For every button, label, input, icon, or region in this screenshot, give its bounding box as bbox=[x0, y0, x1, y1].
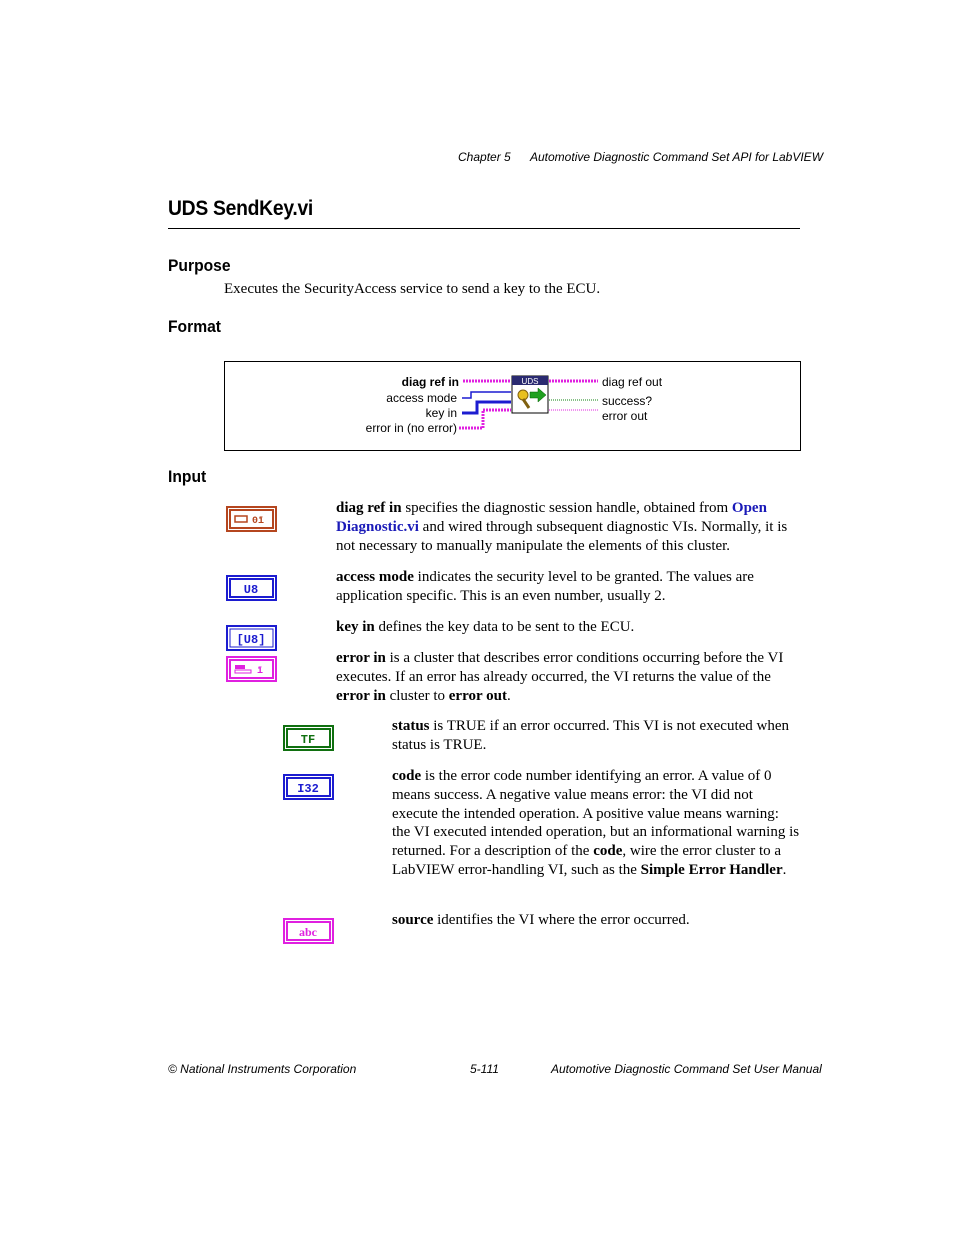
svg-text:TF: TF bbox=[300, 733, 316, 747]
terminal-error-out: error out bbox=[602, 409, 648, 423]
error-cluster-icon bbox=[226, 656, 277, 682]
param-name: status bbox=[392, 718, 430, 734]
terminal-success: success? bbox=[602, 394, 653, 408]
terminal-error-in: error in (no error) bbox=[365, 421, 457, 435]
uds-sendkey-vi-icon bbox=[512, 376, 548, 413]
param-name: error in bbox=[336, 650, 386, 666]
input-heading: Input bbox=[168, 467, 207, 486]
u8-icon bbox=[226, 575, 277, 601]
terminal-access-mode: access mode bbox=[386, 391, 457, 405]
footer-manual-title: Automotive Diagnostic Command Set User Manual bbox=[551, 1062, 822, 1076]
param-name: key in bbox=[336, 619, 375, 635]
vi-icon-label: UDS bbox=[521, 377, 539, 386]
vi-connector-diagram bbox=[225, 362, 800, 450]
desc-source: source identifies the VI where the error occurred. bbox=[392, 912, 690, 928]
desc-status: status is TRUE if an error occurred. This VI is not executed when status is TRUE. bbox=[392, 718, 790, 753]
desc-error-in: error in is a cluster that describes error conditions occurring before the VI executes. If an error has already occurred, the VI returns the value of the error in cluster to error out. bbox=[336, 650, 784, 704]
svg-text:abc: abc bbox=[299, 925, 317, 939]
header-chapter: Chapter 5 bbox=[458, 150, 511, 164]
purpose-text: Executes the SecurityAccess service to send a key to the ECU. bbox=[224, 281, 601, 297]
terminal-diag-ref-in: diag ref in bbox=[401, 375, 459, 389]
cluster-icon bbox=[226, 506, 277, 532]
input-wires bbox=[459, 381, 511, 428]
param-name: source bbox=[392, 912, 434, 928]
svg-text:[U8]: [U8] bbox=[236, 633, 266, 647]
format-heading: Format bbox=[168, 317, 222, 336]
u8-array-icon bbox=[226, 625, 277, 651]
output-wires bbox=[549, 381, 598, 410]
param-name: diag ref in bbox=[336, 500, 402, 516]
terminal-diag-ref-out: diag ref out bbox=[602, 375, 663, 389]
header-title: Automotive Diagnostic Command Set API for LabVIEW bbox=[530, 150, 824, 164]
param-name: code bbox=[392, 768, 422, 784]
svg-text:0ī: 0ī bbox=[251, 516, 265, 527]
svg-text:I32: I32 bbox=[297, 782, 319, 796]
tf-icon bbox=[283, 725, 334, 751]
desc-diag-ref-in: diag ref in specifies the diagnostic session handle, obtained from Open Diagnostic.vi and wired through subsequent diagnostic VIs. Normally, it is not necessary to manually manipulate the elements of this cluster. bbox=[336, 500, 788, 554]
svg-text:ī: ī bbox=[256, 666, 264, 677]
title-rule bbox=[168, 228, 800, 229]
terminal-key-in: key in bbox=[425, 406, 457, 420]
open-diagnostic-link[interactable]: Open Diagnostic.vi bbox=[336, 500, 767, 535]
param-name: access mode bbox=[336, 569, 414, 585]
purpose-heading: Purpose bbox=[168, 256, 231, 275]
i32-icon bbox=[283, 774, 334, 800]
desc-access-mode: access mode indicates the security level to be granted. The values are application specific. This is an even number, usually 2. bbox=[336, 569, 754, 604]
desc-key-in: key in defines the key data to be sent to the ECU. bbox=[336, 619, 635, 635]
page-title: UDS SendKey.vi bbox=[168, 197, 314, 220]
abc-icon bbox=[283, 918, 334, 944]
desc-code: code is the error code number identifying an error. A value of 0 means success. A negative value means error: the VI did not execute the intended operation. A positive value means warning: the VI executed intended operation, but an informational warning is returned. For a description of the code, wire the error cluster to a LabVIEW error-handling VI, such as the Simple Error Handler. bbox=[392, 768, 800, 878]
format-diagram-box bbox=[224, 361, 801, 451]
footer-page-number: 5-111 bbox=[470, 1062, 499, 1076]
svg-text:U8: U8 bbox=[243, 583, 259, 597]
footer-copyright: © National Instruments Corporation bbox=[168, 1062, 357, 1076]
